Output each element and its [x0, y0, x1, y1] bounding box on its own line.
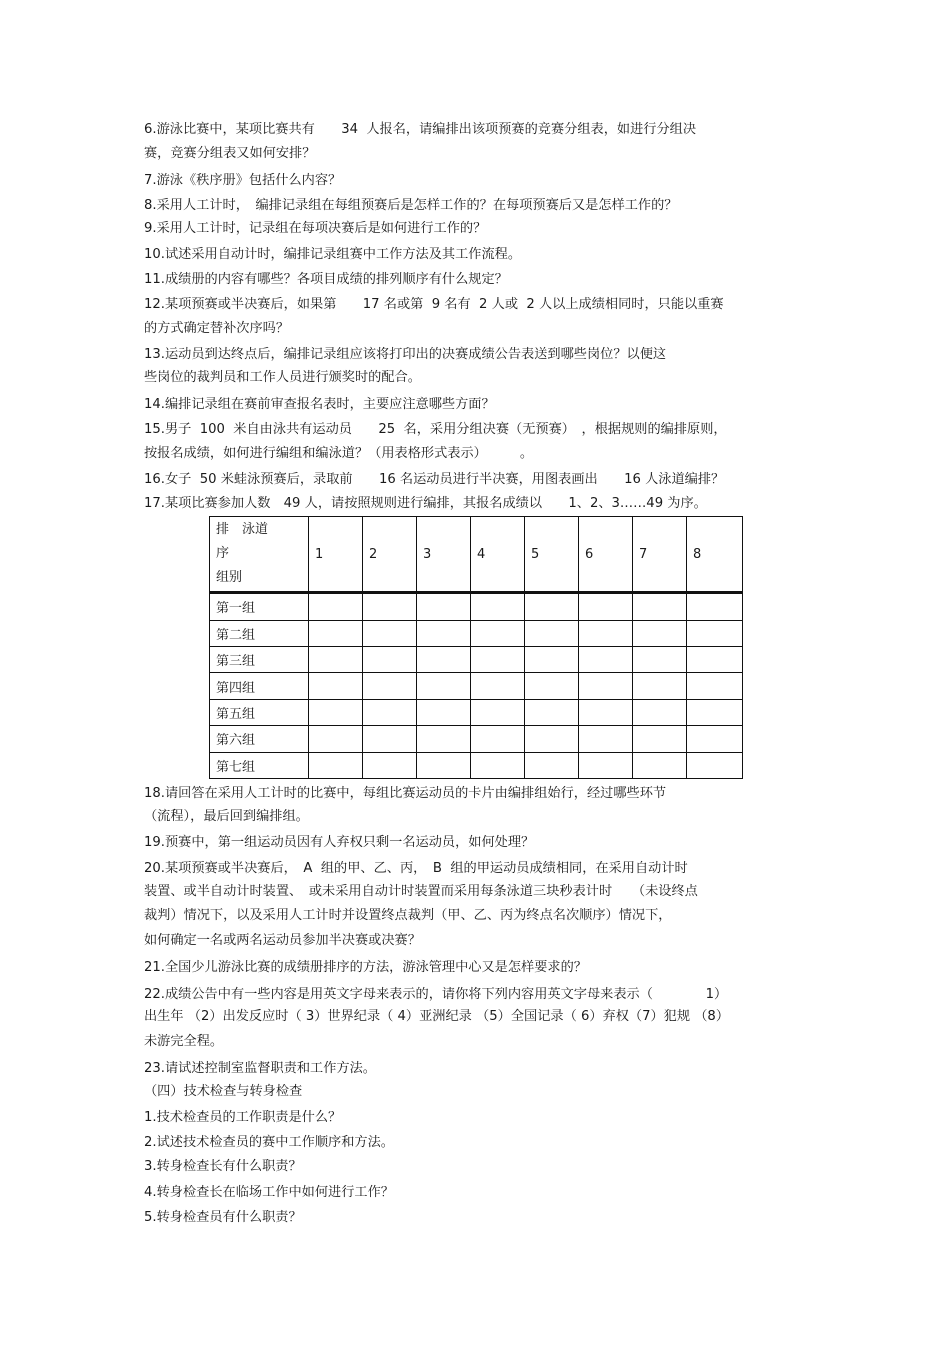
- table-row: [210, 647, 743, 673]
- section4-question-1: 1.技术检查员的工作职责是什么？: [144, 1110, 342, 1125]
- lane-header: 8: [687, 517, 743, 593]
- group-label: 第四组: [210, 673, 309, 699]
- question-17: 17.某项比赛参加人数 49 人，请按照规则进行编排，其报名成绩以 1、2、3……49 为序。: [144, 496, 707, 511]
- lane-assignment-table: [209, 516, 743, 779]
- question-23: 23.请试述控制室监督职责和工作方法。: [144, 1061, 376, 1076]
- table-row: [210, 726, 743, 752]
- question-20-line-3: 裁判）情况下，以及采用人工计时并设置终点裁判（甲、乙、丙为终点名次顺序）情况下，: [144, 908, 672, 923]
- question-7: 7.游泳《秩序册》包括什么内容？: [144, 173, 342, 188]
- question-18-line-2: （流程），最后回到编排组。: [144, 809, 309, 824]
- question-22-line-3: 未游完全程。: [144, 1034, 224, 1049]
- question-14: 14.编排记录组在赛前审查报名表时，主要应注意哪些方面？: [144, 397, 495, 412]
- table-row: [210, 699, 743, 725]
- corner-header-line-1: 排 泳道: [216, 522, 269, 537]
- section-heading-technical-inspection: （四）技术检查与转身检查: [144, 1084, 303, 1099]
- lane-header: 3: [417, 517, 471, 593]
- section4-question-5: 5.转身检查员有什么职责？: [144, 1210, 302, 1225]
- question-20-line-1: 20.某项预赛或半决赛后， A 组的甲、乙、丙， B 组的甲运动员成绩相同，在采用自动计时: [144, 861, 688, 876]
- section4-question-3: 3.转身检查长有什么职责？: [144, 1159, 302, 1174]
- lane-header: 5: [525, 517, 579, 593]
- question-6-line-2: 赛，竞赛分组表又如何安排？: [144, 146, 316, 161]
- question-15-line-1: 15.男子 100 米自由泳共有运动员 25 名，采用分组决赛（无预赛） ，根据规则的编排原则，: [144, 422, 727, 437]
- group-label: 第一组: [210, 593, 309, 621]
- question-15-line-2: 按报名成绩，如何进行编组和编泳道？（用表格形式表示） 。: [144, 446, 534, 461]
- question-10: 10.试述采用自动计时，编排记录组赛中工作方法及其工作流程。: [144, 247, 522, 262]
- question-6-line-1: 6.游泳比赛中，某项比赛共有 34 人报名，请编排出该项预赛的竞赛分组表，如进行分组决: [144, 122, 697, 137]
- lane-header: 1: [309, 517, 363, 593]
- question-21: 21.全国少儿游泳比赛的成绩册排序的方法，游泳管理中心又是怎样要求的？: [144, 960, 587, 975]
- group-label: 第六组: [210, 726, 309, 752]
- table-row: [210, 752, 743, 778]
- section4-question-4: 4.转身检查长在临场工作中如何进行工作？: [144, 1185, 394, 1200]
- question-22-line-2: 出生年 （2）出发反应时（ 3）世界纪录（ 4）亚洲纪录 （5）全国记录（ 6）弃权（7）犯规 （8）: [144, 1009, 730, 1024]
- question-16: 16.女子 50 米蛙泳预赛后，录取前 16 名运动员进行半决赛，用图表画出 16 人泳道编排？: [144, 472, 725, 487]
- corner-header-line-3: 组别: [216, 570, 243, 585]
- question-12-line-2: 的方式确定替补次序吗？: [144, 321, 290, 336]
- corner-header-line-2: 序: [216, 546, 230, 561]
- table-row: [210, 593, 743, 621]
- table-corner-header: [210, 517, 309, 593]
- table-row: [210, 620, 743, 646]
- table-row: [210, 673, 743, 699]
- question-20-line-4: 如何确定一名或两名运动员参加半决赛或决赛？: [144, 933, 421, 948]
- question-18-line-1: 18.请回答在采用人工计时的比赛中，每组比赛运动员的卡片由编排组始行，经过哪些环节: [144, 786, 667, 801]
- question-19: 19.预赛中，第一组运动员因有人弃权只剩一名运动员，如何处理？: [144, 835, 535, 850]
- question-11: 11.成绩册的内容有哪些？各项目成绩的排列顺序有什么规定？: [144, 272, 508, 287]
- question-8: 8.采用人工计时， 编排记录组在每组预赛后是怎样工作的？在每项预赛后又是怎样工作的？: [144, 198, 678, 213]
- lane-header: 4: [471, 517, 525, 593]
- question-20-line-2: 装置、或半自动计时装置、 或未采用自动计时装置而采用每条泳道三块秒表计时 （未设终点: [144, 884, 698, 899]
- group-label: 第三组: [210, 647, 309, 673]
- question-9: 9.采用人工计时，记录组在每项决赛后是如何进行工作的？: [144, 221, 487, 236]
- question-13-line-2: 些岗位的裁判员和工作人员进行颁奖时的配合。: [144, 370, 421, 385]
- group-label: 第五组: [210, 699, 309, 725]
- group-label: 第七组: [210, 752, 309, 778]
- section4-question-2: 2.试述技术检查员的赛中工作顺序和方法。: [144, 1135, 394, 1150]
- lane-header: 6: [579, 517, 633, 593]
- question-12-line-1: 12.某项预赛或半决赛后，如果第 17 名或第 9 名有 2 人或 2 人以上成绩相同时，只能以重赛: [144, 297, 724, 312]
- question-22-line-1: 22.成绩公告中有一些内容是用英文字母来表示的，请你将下列内容用英文字母来表示（ 1）: [144, 987, 728, 1002]
- lane-header: 2: [363, 517, 417, 593]
- question-13-line-1: 13.运动员到达终点后，编排记录组应该将打印出的决赛成绩公告表送到哪些岗位？以便这: [144, 347, 667, 362]
- group-label: 第二组: [210, 620, 309, 646]
- table-header-row: [210, 517, 743, 593]
- lane-header: 7: [633, 517, 687, 593]
